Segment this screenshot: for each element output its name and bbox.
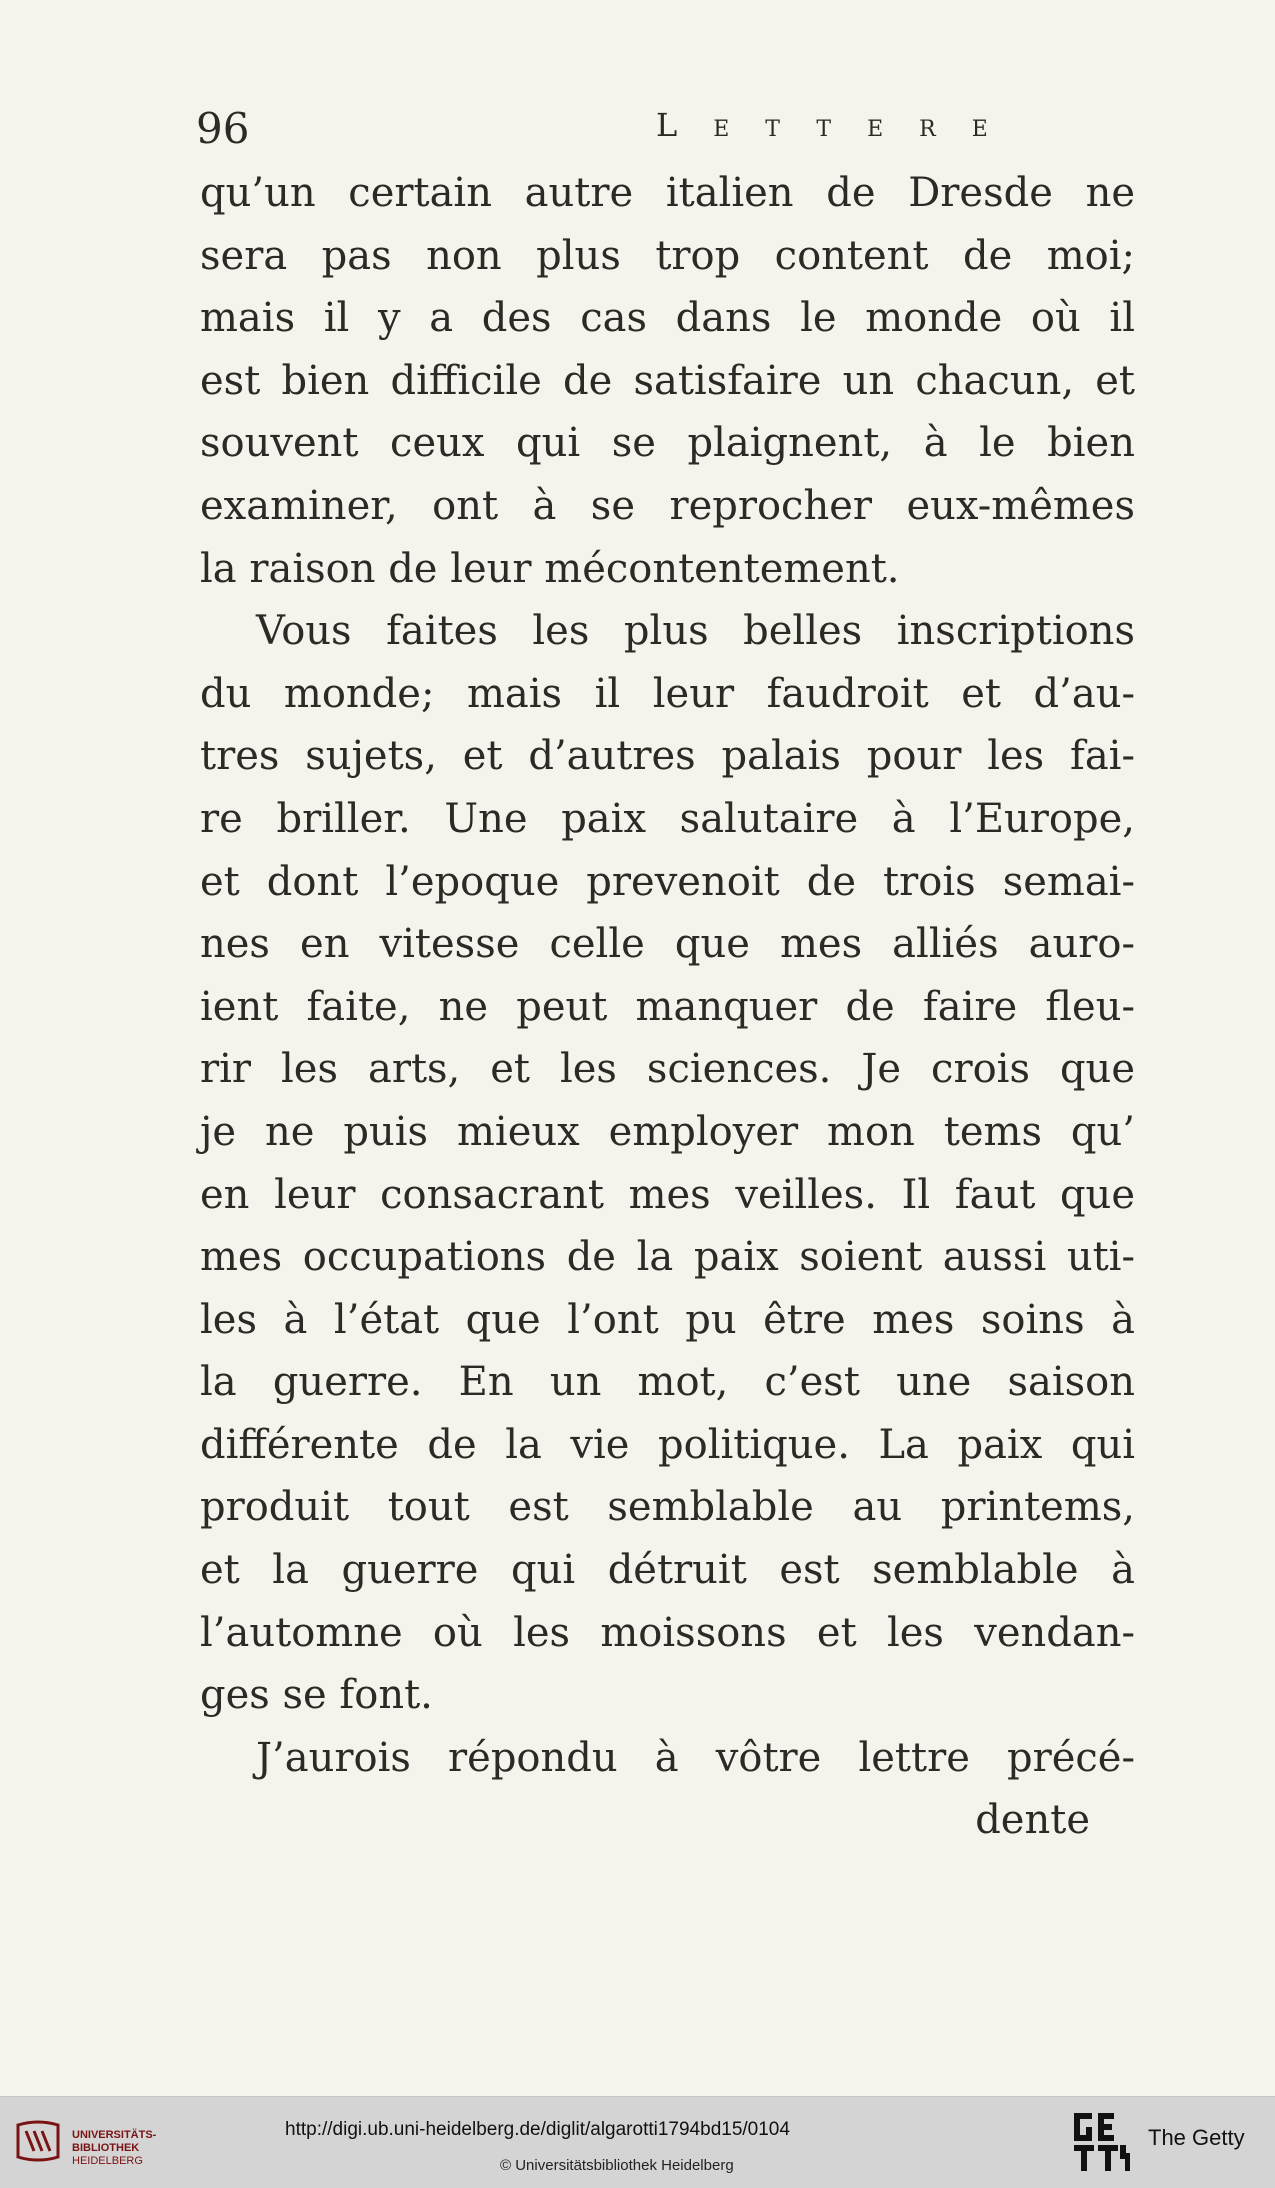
text-line: souvent ceux qui se plaignent, à le bien bbox=[200, 420, 1135, 467]
text-line: différente de la vie politique. La paix qui bbox=[200, 1421, 1135, 1468]
text-line: et dont l’epoque prevenoit de trois semai- bbox=[200, 858, 1135, 905]
text-line: en leur consacrant mes veilles. Il faut que bbox=[200, 1171, 1135, 1218]
copyright-notice: © Universitätsbibliothek Heidelberg bbox=[500, 2157, 734, 2174]
page-number: 96 bbox=[196, 104, 250, 153]
body-text bbox=[200, 162, 1135, 1852]
text-line: ges se font. bbox=[200, 1672, 433, 1719]
text-line: est bien difficile de satisfaire un chacun, et bbox=[200, 357, 1135, 404]
text-line: re briller. Une paix salutaire à l’Europe, bbox=[200, 795, 1135, 842]
text-line: du monde; mais il leur faudroit et d’au- bbox=[200, 670, 1135, 717]
catchword: dente bbox=[975, 1797, 1090, 1844]
library-name-line: BIBLIOTHEK bbox=[72, 2142, 140, 2154]
library-name bbox=[72, 2129, 156, 2168]
text-line: Vous faites les plus belles inscriptions bbox=[256, 608, 1135, 655]
text-line: mes occupations de la paix soient aussi uti- bbox=[200, 1234, 1135, 1281]
text-line: examiner, ont à se reprocher eux-mêmes bbox=[200, 482, 1135, 529]
text-line: mais il y a des cas dans le monde où il bbox=[200, 295, 1135, 342]
text-line: nes en vitesse celle que mes alliés auro- bbox=[200, 921, 1135, 968]
library-logo[interactable] bbox=[14, 2111, 194, 2171]
text-line: tres sujets, et d’autres palais pour les fai- bbox=[200, 733, 1135, 780]
text-line: l’automne où les moissons et les vendan- bbox=[200, 1609, 1135, 1656]
text-line: et la guerre qui détruit est semblable à bbox=[200, 1547, 1135, 1594]
text-line: J’aurois répondu à vôtre lettre précé- bbox=[256, 1734, 1135, 1781]
text-line: la raison de leur mécontentement. bbox=[200, 545, 900, 592]
getty-logo-icon[interactable] bbox=[1072, 2111, 1132, 2173]
running-title: Lettere bbox=[656, 106, 1024, 144]
text-line: je ne puis mieux employer mon tems qu’ bbox=[200, 1108, 1135, 1155]
text-line: produit tout est semblable au printems, bbox=[200, 1484, 1135, 1531]
library-emblem-icon bbox=[14, 2117, 62, 2165]
library-name-line: HEIDELBERG bbox=[72, 2155, 143, 2167]
text-line: ient faite, ne peut manquer de faire fleu- bbox=[200, 983, 1135, 1030]
text-line: les à l’état que l’ont pu être mes soins à bbox=[200, 1296, 1135, 1343]
viewer-footer bbox=[0, 2096, 1275, 2188]
text-line: rir les arts, et les sciences. Je crois que bbox=[200, 1046, 1135, 1093]
page-header bbox=[196, 104, 1136, 164]
text-line: qu’un certain autre italien de Dresde ne bbox=[200, 170, 1135, 216]
library-name-line: UNIVERSITÄTS- bbox=[72, 2129, 157, 2141]
text-line: sera pas non plus trop content de moi; bbox=[200, 232, 1135, 279]
permalink-url[interactable]: http://digi.ub.uni-heidelberg.de/diglit/algarotti1794bd15/0104 bbox=[285, 2119, 790, 2140]
text-line: la guerre. En un mot, c’est une saison bbox=[200, 1359, 1135, 1406]
getty-label[interactable]: The Getty bbox=[1148, 2125, 1245, 2150]
